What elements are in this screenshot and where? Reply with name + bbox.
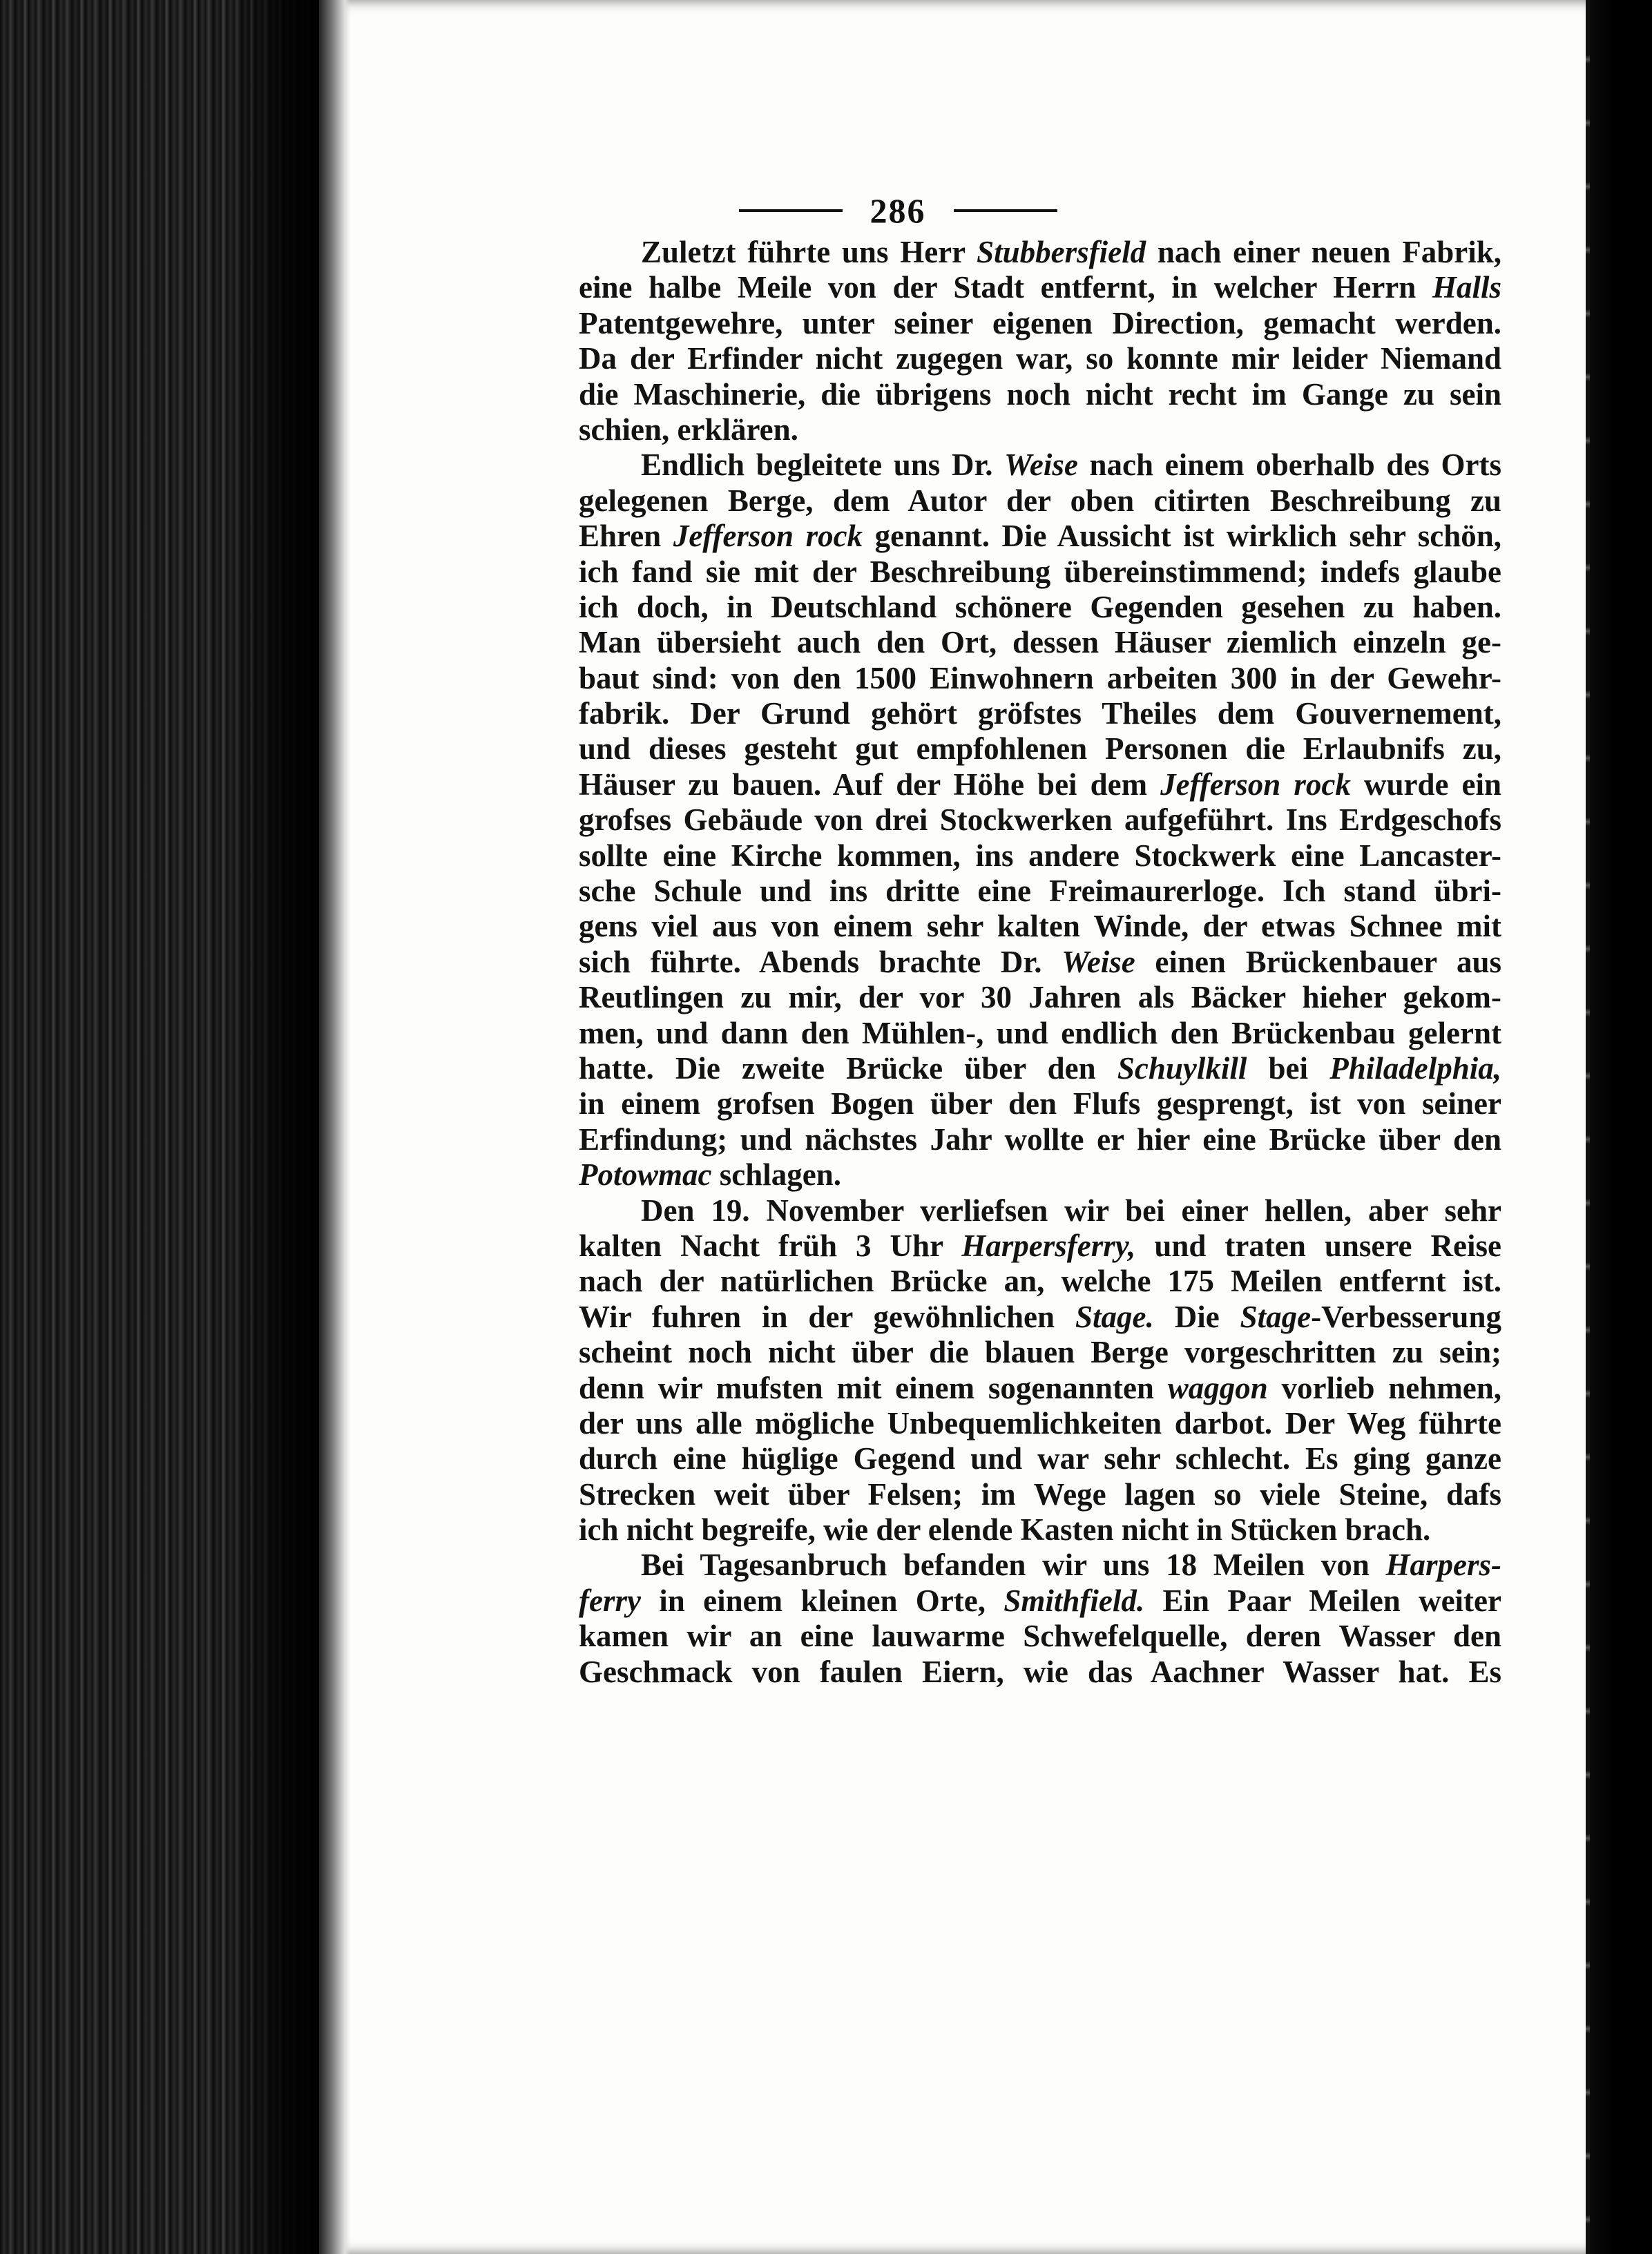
text-run: vorlieb nehmen,	[1267, 1370, 1501, 1405]
text-line	[579, 909, 1501, 944]
text-run: Reutlingen zu mir, der vor 30 Jahren als Bäcker hieher gekom-	[579, 980, 1501, 1015]
italic-text: Jefferson rock	[1160, 767, 1351, 802]
text-line	[579, 590, 1501, 625]
text-run: Bei Tagesanbruch befanden wir uns 18 Meilen von	[641, 1548, 1386, 1583]
text-run: in einem kleinen Orte,	[640, 1583, 1004, 1618]
text-run: Wir fuhren in der gewöhnlichen	[579, 1299, 1075, 1334]
text-run: die Maschinerie, die übrigens noch nicht recht im Gange zu sein	[579, 376, 1501, 412]
text-run: -Verbesserung	[1311, 1299, 1501, 1334]
text-line	[579, 696, 1501, 731]
italic-text: Weise	[1062, 944, 1135, 979]
text-run: men, und dann den Mühlen-, und endlich den Brückenbau gelernt	[579, 1015, 1501, 1050]
italic-text: Potowmac	[579, 1157, 712, 1193]
paragraph	[579, 235, 1501, 447]
text-run: wurde ein	[1350, 767, 1501, 802]
italic-text: ferry	[579, 1583, 641, 1618]
header-rule-left	[739, 209, 843, 212]
text-line	[579, 980, 1501, 1015]
text-line	[579, 1619, 1501, 1654]
text-line	[579, 1335, 1501, 1370]
paragraph	[579, 1193, 1501, 1548]
header-rule-right	[954, 209, 1057, 212]
text-run: ich doch, in Deutschland schönere Gegenden gesehen zu haben.	[579, 589, 1501, 624]
text-line	[579, 945, 1501, 980]
paragraph	[579, 1548, 1501, 1690]
text-run: eine halbe Meile von der Stadt entfernt, in welcher Herrn	[579, 270, 1432, 305]
italic-text: Stage	[1240, 1299, 1312, 1334]
italic-text: Jefferson rock	[673, 519, 863, 554]
text-line	[579, 483, 1501, 519]
text-line	[579, 270, 1501, 305]
text-run: schien, erklären.	[579, 412, 798, 447]
text-line	[579, 1157, 1501, 1193]
italic-text: Philadelphia,	[1329, 1050, 1501, 1086]
text-line	[579, 519, 1501, 554]
text-line	[579, 447, 1501, 483]
text-line	[579, 1371, 1501, 1406]
text-line	[579, 555, 1501, 590]
text-run: Die	[1153, 1299, 1240, 1334]
text-run: Geschmack von faulen Eiern, wie das Aachner Wasser hat. Es	[579, 1654, 1501, 1689]
text-line	[579, 1441, 1501, 1476]
text-run: Endlich begleitete uns Dr.	[641, 447, 1005, 483]
text-line	[579, 625, 1501, 660]
text-run: Patentgewehre, unter seiner eigenen Direction, gemacht werden.	[579, 305, 1501, 340]
text-line	[579, 1229, 1501, 1264]
text-run: sich führte. Abends brachte Dr.	[579, 944, 1062, 979]
italic-text: waggon	[1167, 1370, 1268, 1405]
text-line	[579, 1086, 1501, 1121]
text-line	[579, 1548, 1501, 1583]
text-line	[579, 412, 1501, 447]
italic-text: Stubbersfield	[977, 235, 1146, 269]
text-line	[579, 1655, 1501, 1690]
page-curl-edge	[319, 0, 351, 2254]
italic-text: Halls	[1432, 270, 1501, 305]
text-run: gelegenen Berge, dem Autor der oben citirten Beschreibung zu	[579, 483, 1501, 518]
text-line	[579, 874, 1501, 909]
text-run: sche Schule und ins dritte eine Freimaurerloge. Ich stand übri-	[579, 874, 1501, 909]
text-line	[579, 1264, 1501, 1299]
text-run: kamen wir an eine lauwarme Schwefelquelle, deren Wasser den	[579, 1619, 1501, 1654]
text-run: sollte eine Kirche kommen, ins andere Stockwerk eine Lancaster-	[579, 838, 1501, 873]
text-run: bei	[1247, 1050, 1330, 1086]
text-run: ich nicht begreife, wie der elende Kasten nicht in Stücken brach.	[579, 1512, 1431, 1548]
gutter-shadow	[228, 0, 332, 2254]
text-run: Ein Paar Meilen weiter	[1144, 1583, 1501, 1618]
text-run: grofses Gebäude von drei Stockwerken aufgeführt. Ins Erdgeschofs	[579, 802, 1501, 838]
text-run: durch eine hüglige Gegend und war sehr schlecht. Es ging ganze	[579, 1441, 1501, 1476]
text-run: genannt. Die Aussicht ist wirklich sehr schön,	[863, 519, 1501, 554]
text-line	[579, 731, 1501, 767]
italic-text: Weise	[1004, 447, 1078, 483]
text-run: nach einem oberhalb des Orts	[1077, 447, 1501, 483]
text-run: Den 19. November verliefsen wir bei einer hellen, aber sehr	[641, 1193, 1501, 1228]
text-line	[579, 1583, 1501, 1619]
text-line	[579, 1193, 1501, 1229]
text-line	[579, 341, 1501, 376]
text-run: Da der Erfinder nicht zugegen war, so konnte mir leider Niemand	[579, 341, 1501, 376]
italic-text: Schuylkill	[1117, 1050, 1247, 1086]
text-run: nach einer neuen Fabrik,	[1146, 235, 1501, 269]
text-line	[579, 1406, 1501, 1441]
text-line	[579, 1477, 1501, 1512]
running-head	[594, 186, 1202, 235]
text-run: gens viel aus von einem sehr kalten Winde, der etwas Schnee mit	[579, 909, 1501, 944]
text-run: Ehren	[579, 519, 673, 554]
italic-text: Smithfield.	[1003, 1583, 1145, 1618]
text-run: baut sind: von den 1500 Einwohnern arbeiten 300 in der Gewehr-	[579, 660, 1501, 695]
text-run: scheint noch nicht über die blauen Berge vorgeschritten zu sein;	[579, 1335, 1501, 1370]
italic-text: Stage.	[1075, 1299, 1154, 1334]
text-run: denn wir mufsten mit einem sogenannten	[579, 1370, 1168, 1405]
italic-text: Harpersferry,	[961, 1228, 1136, 1263]
text-run: und traten unsere Reise	[1135, 1228, 1501, 1263]
paragraph	[579, 447, 1501, 1193]
text-run: der uns alle mögliche Unbequemlichkeiten darbot. Der Weg führte	[579, 1405, 1501, 1441]
text-run: nach der natürlichen Brücke an, welche 175 Meilen entfernt ist.	[579, 1264, 1501, 1299]
text-line	[579, 1016, 1501, 1051]
text-line	[579, 767, 1501, 802]
text-line	[579, 838, 1501, 874]
text-run: Man übersieht auch den Ort, dessen Häuser ziemlich einzeln ge-	[579, 625, 1501, 660]
text-line	[579, 306, 1501, 341]
text-run: ich fand sie mit der Beschreibung übereinstimmend; indefs glaube	[579, 554, 1501, 589]
page-number: 286	[870, 191, 926, 230]
text-line	[579, 1122, 1501, 1157]
text-run: fabrik. Der Grund gehört gröfstes Theiles dem Gouvernement,	[579, 696, 1501, 731]
text-run: schlagen.	[711, 1157, 841, 1193]
text-run: kalten Nacht früh 3 Uhr	[579, 1228, 962, 1263]
italic-text: Harpers-	[1385, 1548, 1501, 1583]
text-run: und dieses gesteht gut empfohlenen Personen die Erlaubnifs zu,	[579, 731, 1501, 767]
text-line	[579, 1300, 1501, 1335]
text-line	[579, 235, 1501, 270]
text-run: hatte. Die zweite Brücke über den	[579, 1050, 1117, 1086]
right-margin-background	[1590, 0, 1652, 2254]
text-run: Häuser zu bauen. Auf der Höhe bei dem	[579, 767, 1161, 802]
text-line	[579, 802, 1501, 838]
text-line	[579, 1051, 1501, 1086]
text-run: Strecken weit über Felsen; im Wege lagen so viele Steine, dafs	[579, 1476, 1501, 1512]
text-run: einen Brückenbauer aus	[1135, 944, 1501, 979]
text-run: Zuletzt führte uns Herr	[641, 235, 977, 269]
body-text	[579, 235, 1501, 1690]
text-run: Erfindung; und nächstes Jahr wollte er hier eine Brücke über den	[579, 1121, 1501, 1157]
text-line	[579, 1512, 1501, 1548]
text-line	[579, 661, 1501, 696]
text-line	[579, 377, 1501, 412]
text-run: in einem grofsen Bogen über den Flufs gesprengt, ist von seiner	[579, 1086, 1501, 1121]
